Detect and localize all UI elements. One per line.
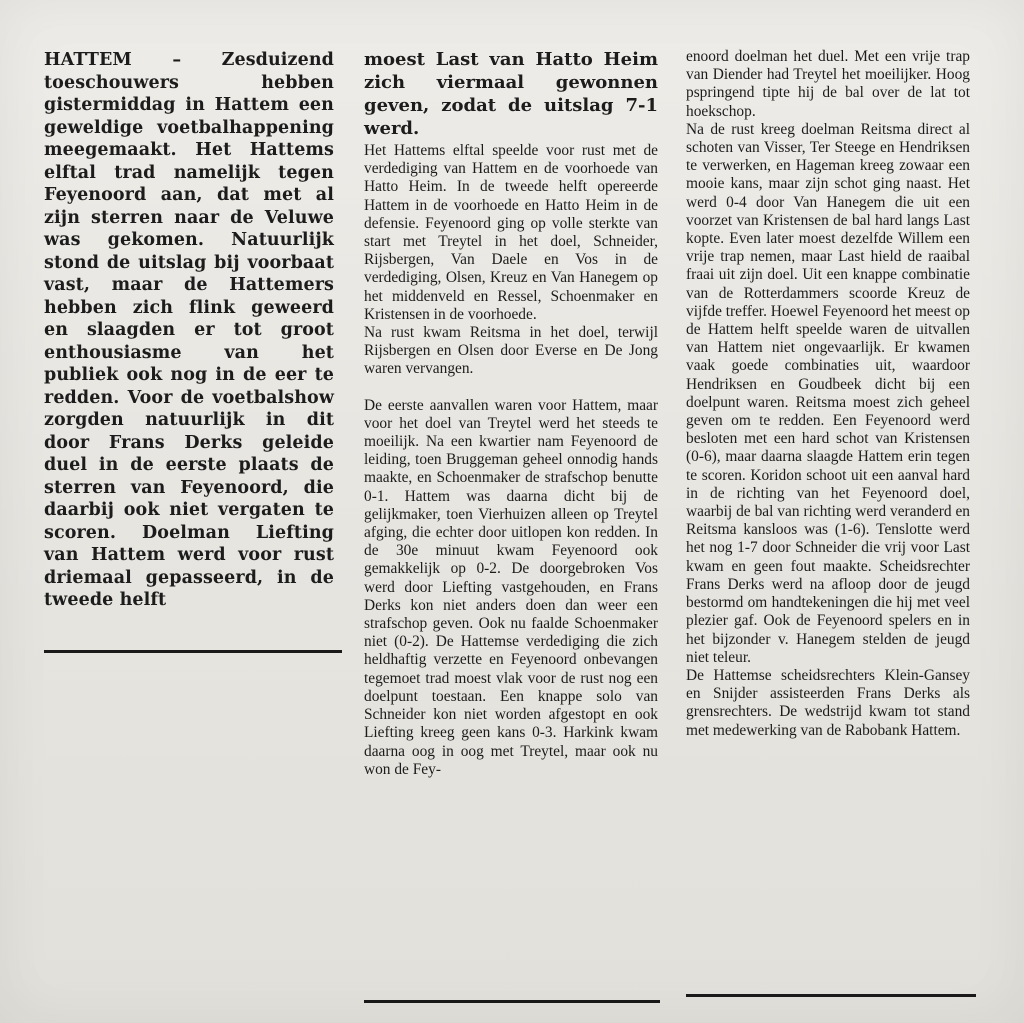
article-lead: HATTEM – Zesduizend toeschouwers hebben gistermiddag in Hattem een geweldige voetbalhappening meegemaakt. Het Hattems elftal trad namelijk tegen Feyenoord aan, dat met al zijn sterren naar de Veluwe was gekomen. Natuurlijk stond de uitslag bij voorbaat vast, maar de Hattemers hebben zich flink geweerd en slaagden er tot groot enthousiasme van het publiek ook nog in de eer te redden. Voor de voetbalshow zorgden natuurlijk in dit door Frans Derks geleide duel in de eerste plaats de sterren van Feyenoord, die daarbij ook niet vergaten te scoren. Doelman Liefting van Hattem werd voor rust driemaal gepasseerd, in de tweede helft xyxy=(44,50,334,610)
column-2 xyxy=(364,142,658,779)
column-3-divider xyxy=(686,994,976,997)
paragraph-gap xyxy=(364,379,658,397)
article-lead-continued: moest Last van Hatto Heim zich viermaal gewonnen geven, zodat de uitslag 7-1 werd. xyxy=(364,49,658,139)
paragraph-substitutions: Na rust kwam Reitsma in het doel, terwijl Rijsbergen en Olsen door Everse en De Jong waren vervangen. xyxy=(364,324,658,378)
column-2-divider xyxy=(364,1000,660,1003)
paragraph-referees: De Hattemse scheidsrechters Klein-Gansey en Snijder assisteerden Frans Derks als grensrechters. De wedstrijd kwam tot stand met medewerking van de Rabobank Hattem. xyxy=(686,666,970,739)
column-3 xyxy=(686,48,970,740)
paragraph-second-half: Na de rust kreeg doelman Reitsma direct al schoten van Visser, Ter Steege en Hendriksen te verwerken, en Hageman kreeg zowaar een mooie kans, maar zijn schot ging naast. Het werd 0-4 door Van Hanegem die uit een voorzet van Kristensen de bal hard langs Last kopte. Even later moest dezelfde Willem een vrije trap nemen, maar Last hield de raaibal fraai uit zijn doel. Uit een knappe combinatie van de Rotterdammers scoorde Kreuz de vijfde treffer. Hoewel Feyenoord het meest op de Hattem helft speelde waren de uitvallen van Hattem niet ongevaarlijk. Er kwamen vaak goede combinaties uit, waardoor Hendriksen en Goudbeek dicht bij een doelpunt waren. Reitsma moest zich geheel geven om te redden. Een Feyenoord werd besloten met een hard schot van Kristensen (0-6), maar daarna slaagde Hattem erin tegen te scoren. Koridon schoot uit een aanval hard in de richting van het Feyenoord doel, waarbij de bal van richting werd veranderd en Reitsma kansloos was (1-6). Tenslotte werd het nog 1-7 door Schneider die vrij voor Last kwam en geen fout maakte. Scheidsrechter Frans Derks werd na afloop door de jeugd bestormd om handtekeningen die hij met veel plezier gaf. Ook de Feyenoord spelers en in het bijzonder v. Hanegem stelden de jeugd niet teleur. xyxy=(686,120,970,666)
paragraph-free-kick: enoord doelman het duel. Met een vrije trap van Diender had Treytel het moeilijker. Hoog pspringend tipte hij de bal over de lat tot hoekschop. xyxy=(686,48,970,120)
column-1-divider xyxy=(44,650,342,653)
paragraph-first-half: De eerste aanvallen waren voor Hattem, maar voor het doel van Treytel werd het steeds te moeilijk. Na een kwartier nam Feyenoord de leiding, toen Bruggeman geheel onnodig hands maakte, en Schoenmaker de strafschop benutte 0-1. Hattem was daarna dicht bij de gelijkmaker, toen Vierhuizen alleen op Treytel afging, die echter door uitlopen kon redden. In de 30e minuut kwam Feyenoord ook gemakkelijk op 0-2. De doorgebroken Vos werd door Liefting vastgehouden, en Frans Derks kon niet anders doen dan weer een strafschop geven. Ook nu faalde Schoenmaker niet (0-2). De Hattemse verdediging die zich heldhaftig verzette en Feyenoord onbevangen tegemoet trad moest vlak voor de rust nog een doelpunt toestaan. Een knappe solo van Schneider kon niet worden afgestopt en ook Liefting kreeg geen kans 0-3. Harkink kwam daarna oog in oog met Treytel, maar ook nu won de Fey- xyxy=(364,396,658,778)
paragraph-lineup: Het Hattems elftal speelde voor rust met de verdediging van Hattem en de voorhoede van Hatto Heim. In de tweede helft opereerde Hattem in de voorhoede en Hatto Heim in de defensie. Feyenoord ging op volle sterkte van start met Treytel in het doel, Schneider, Rijsbergen, Van Daele en Vos in de verdediging, Olsen, Kreuz en Van Hanegem op het middenveld en Ressel, Schoenmaker en Kristensen in de voorhoede. xyxy=(364,142,658,323)
